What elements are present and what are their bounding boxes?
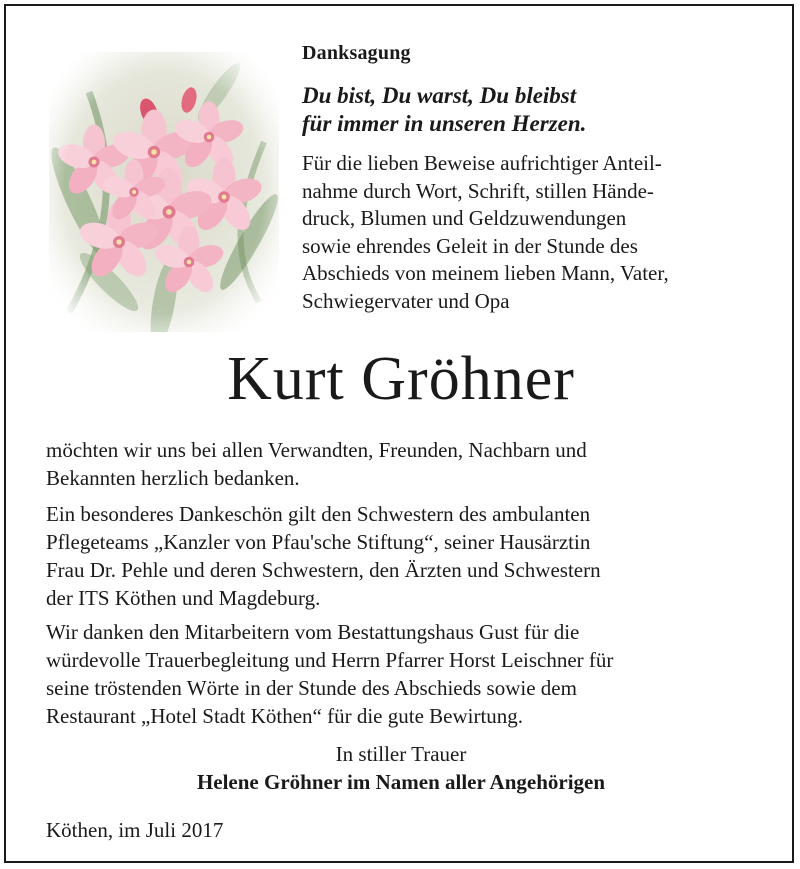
thanks-paragraph <box>46 436 766 492</box>
paragraph-line: Restaurant „Hotel Stadt Köthen“ für die gute Bewirtung. <box>46 704 524 728</box>
intro-paragraph <box>302 150 792 315</box>
intro-line: Schwiegervater und Opa <box>302 288 510 313</box>
deceased-name: Kurt Gröhner <box>227 345 575 413</box>
oleander-flower-image <box>49 52 279 332</box>
closing-phrase: In stiller Trauer <box>335 742 467 766</box>
paragraph-line: würdevolle Trauerbegleitung und Herrn Pfarrer Horst Leischner für <box>46 648 614 672</box>
intro-line: sowie ehrendes Geleit in der Stunde des <box>302 233 638 258</box>
obituary-card <box>4 4 794 863</box>
paragraph-line: Bekannten herzlich bedanken. <box>46 466 300 490</box>
signatory: Helene Gröhner im Namen aller Angehörigen <box>196 770 606 794</box>
paragraph-line: Pflegeteams „Kanzler von Pfau'sche Stiftung“, seiner Hausärztin <box>46 530 591 554</box>
intro-line: Für die lieben Beweise aufrichtiger Anteil- <box>302 151 662 175</box>
special-thanks-paragraph <box>46 500 766 612</box>
notice-heading: Danksagung <box>302 42 411 64</box>
paragraph-line: möchten wir uns bei allen Verwandten, Freunden, Nachbarn und <box>46 438 587 462</box>
paragraph-line: Wir danken den Mitarbeitern vom Bestattungshaus Gust für die <box>46 620 580 644</box>
intro-line: Abschieds von meinem lieben Mann, Vater, <box>302 261 669 285</box>
motto-line: für immer in unseren Herzen. <box>302 111 587 136</box>
intro-line: druck, Blumen und Geldzuwendungen <box>302 206 627 230</box>
paragraph-line: seine tröstenden Wörte in der Stunde des Abschieds sowie dem <box>46 676 577 700</box>
motto <box>302 82 586 138</box>
paragraph-line: Ein besonderes Dankeschön gilt den Schwestern des ambulanten <box>46 502 591 526</box>
place-and-date: Köthen, im Juli 2017 <box>46 818 224 842</box>
intro-line: nahme durch Wort, Schrift, stillen Hände- <box>302 178 654 203</box>
paragraph-line: Frau Dr. Pehle und deren Schwestern, den Ärzten und Schwestern <box>46 558 601 582</box>
motto-line: Du bist, Du warst, Du bleibst <box>302 83 577 108</box>
paragraph-line: der ITS Köthen und Magdeburg. <box>46 586 321 610</box>
funeral-thanks-paragraph <box>46 618 766 730</box>
